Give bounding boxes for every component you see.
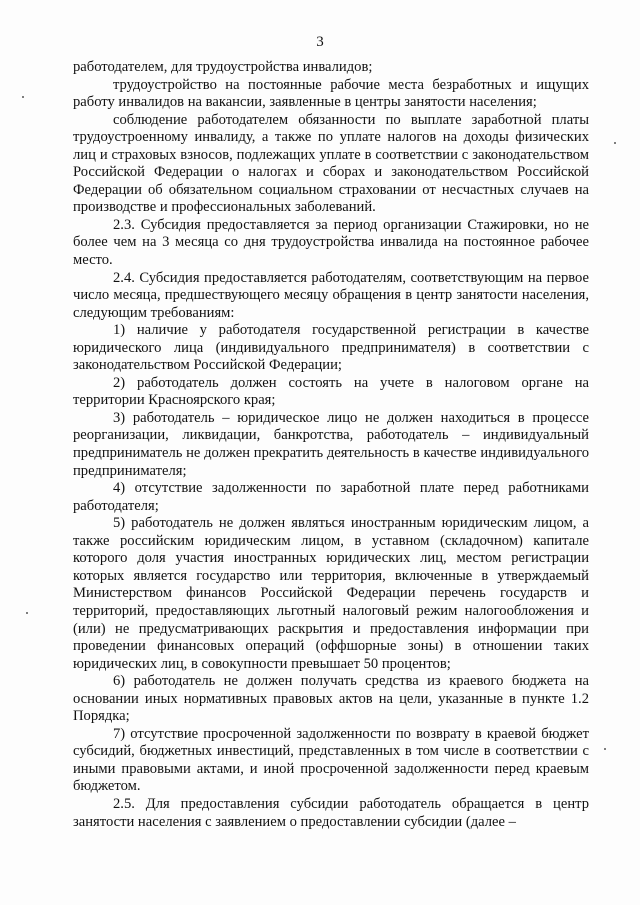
paragraph-continuation: работодателем, для трудоустройства инвалидов; [73, 59, 373, 75]
requirement-item: 2) работодатель должен состоять на учете в налоговом органе на территории Красноярского края; [73, 374, 589, 409]
scan-speck [614, 142, 616, 144]
document-body [73, 59, 589, 831]
scan-speck [22, 96, 24, 98]
paragraph-clause-2-3: 2.3. Субсидия предоставляется за период организации Стажировки, но не более чем на 3 месяца со дня трудоустройства инвалида на постоянное рабочее место. [73, 216, 589, 269]
paragraph-clause-2-4: 2.4. Субсидия предоставляется работодателям, соответствующим на первое число месяца, предшествующего месяцу обращения в центр занятости населения, следующим требованиям: [73, 269, 589, 321]
paragraph: трудоустройство на постоянные рабочие места безработных и ищущих работу инвалидов на вакансии, заявленные в центры занятости населения; [73, 76, 589, 111]
paragraph: соблюдение работодателем обязанности по выплате заработной платы трудоустроенному инвалиду, а также по уплате налогов на доходы физических лиц и страховых взносов, подлежащих уплате в соответствии с законодательством Российской Федерации о налогах и сборах и законодательством Российской Федерации об обязательном социальном страховании от несчастных случаев на производстве и профессиональных заболеваний. [73, 111, 589, 216]
requirement-item: 3) работодатель – юридическое лицо не должен находиться в процессе реорганизации, ликвидации, банкротства, работодатель – индивидуальный предприниматель не должен прекратить деятельность в качестве индивидуального предпринимателя; [73, 409, 589, 479]
scan-speck [604, 748, 606, 750]
paragraph-clause-2-5: 2.5. Для предоставления субсидии работодатель обращается в центр занятости населения с заявлением о предоставлении субсидии (далее – [73, 795, 589, 830]
requirement-item: 5) работодатель не должен являться иностранным юридическим лицом, а также российским юридическим лицом, в уставном (складочном) капитале которого доля участия иностранных юридических лиц, местом регистрации которых является государство или территория, включенные в утверждаемый Министерством финансов Российской Федерации перечень государств и территорий, предоставляющих льготный налоговый режим налогообложения и (или) не предусматривающих раскрытия и предоставления информации при проведении финансовых операций (оффшорные зоны) в отношении таких юридических лиц, в совокупности превышает 50 процентов; [73, 515, 589, 672]
scan-speck [26, 612, 28, 614]
requirement-item: 4) отсутствие задолженности по заработной плате перед работниками работодателя; [73, 480, 589, 514]
page-number: 3 [316, 34, 324, 50]
requirement-item: 7) отсутствие просроченной задолженности по возврату в краевой бюджет субсидий, бюджетных инвестиций, представленных в том числе в соответствии с иными правовыми актами, и иной просроченной задолженности перед краевым бюджетом. [73, 725, 589, 795]
requirement-item: 6) работодатель не должен получать средства из краевого бюджета на основании иных нормативных правовых актов на цели, указанные в пункте 1.2 Порядка; [73, 673, 589, 725]
requirement-item: 1) наличие у работодателя государственной регистрации в качестве юридического лица (индивидуального предпринимателя) в соответствии с законодательством Российской Федерации; [73, 322, 589, 374]
